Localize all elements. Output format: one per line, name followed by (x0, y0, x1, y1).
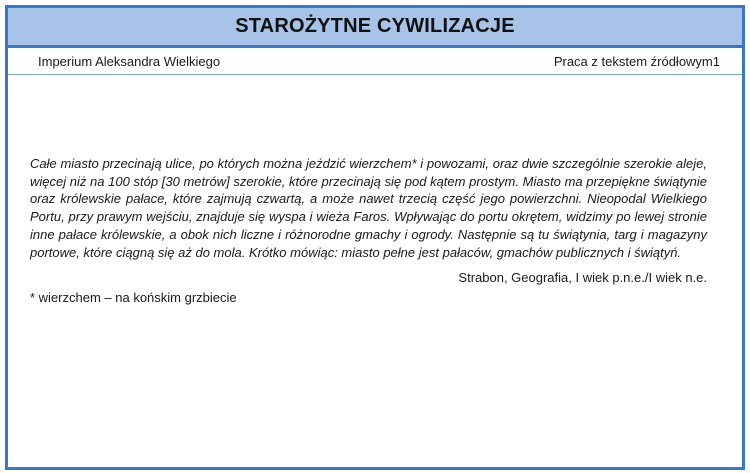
footnote: * wierzchem – na końskim grzbiecie (30, 289, 237, 305)
subheader (8, 48, 742, 75)
topic-label: Imperium Aleksandra Wielkiego (38, 53, 221, 69)
source-text-block (30, 155, 707, 307)
source-quote: Całe miasto przecinają ulice, po których można jeździć wierzchem* i powozami, oraz dwie szczególnie szerokie aleje, więcej niż na 100 stóp [30 metrów] szerokie, które przecinają się pod kątem prostym. Miasto ma przepiękne świątynie oraz królewskie pałace, które zajmują czwartą, a może nawet trzecią część jego powierzchni. Nieopodal Wielkiego Portu, przy prawym wejściu, znajduje się wyspa i wieża Faros. Wpływając do portu okrętem, widzimy po lewej stronie inne pałace królewskie, a obok nich liczne i różnorodne gmachy i ogrody. Następnie są tu świątynia, targ i magazyny portowe, które ciągną się aż do mola. Krótko mówiąc: miasto pełne jest pałaców, gmachów publicznych i świątyń. (30, 156, 707, 260)
source-citation: Strabon, Geografia, I wiek p.n.e./I wiek n.e. (458, 270, 707, 286)
page-title: STAROŻYTNE CYWILIZACJE (235, 15, 515, 37)
header-bar (8, 8, 742, 48)
exercise-label: Praca z tekstem źródłowym1 (553, 53, 720, 69)
